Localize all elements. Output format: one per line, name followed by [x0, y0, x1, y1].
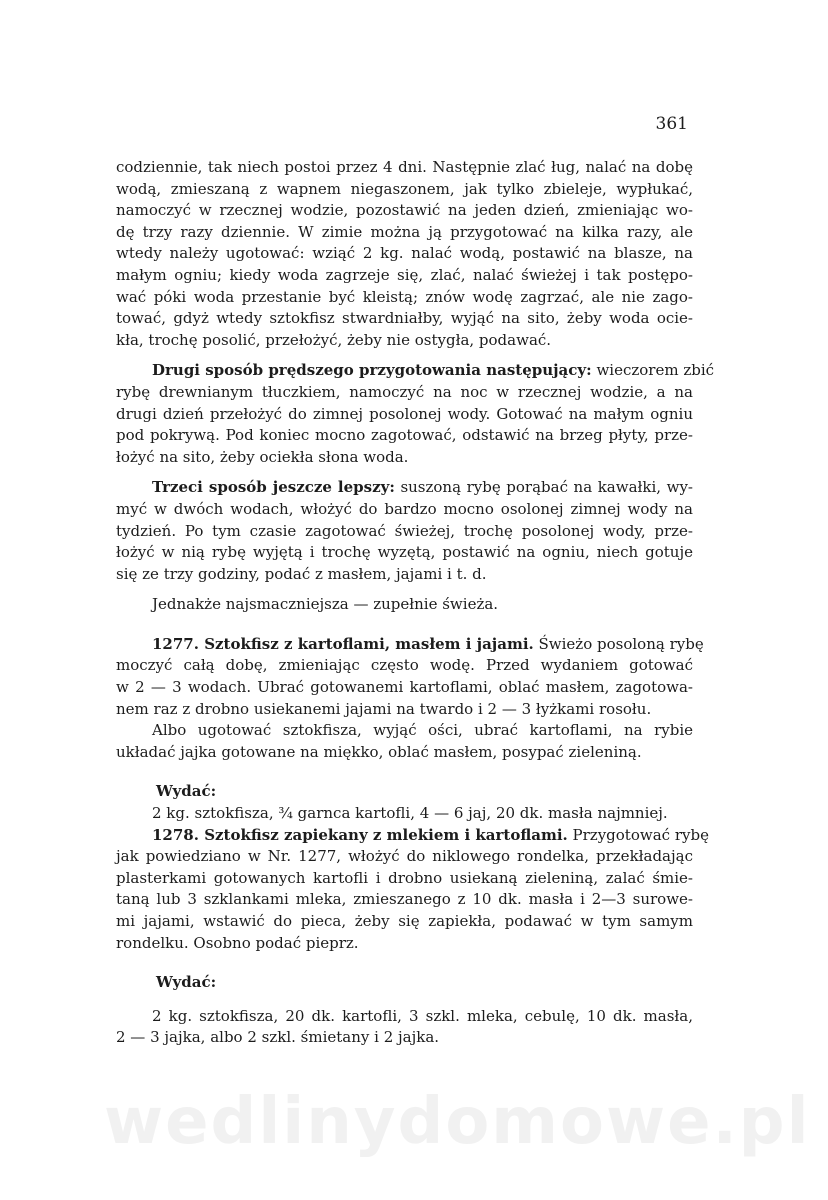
serve-text: 2 kg. sztokfisza, 20 dk. kartofli, 3 szkl. mleka, cebulę, 10 dk. masła, [152, 1006, 693, 1025]
text-line: tydzień. Po tym czasie zagotować świeżej, trochę posolonej wody, prze- [116, 521, 693, 540]
text-line: myć w dwóch wodach, włożyć do bardzo mocno osolonej zimnej wody na [116, 499, 693, 518]
page-body [116, 157, 715, 1049]
text-line: kła, trochę posolić, przełożyć, żeby nie ostygła, podawać. [116, 330, 552, 349]
text-line: taną lub 3 szklankami mleka, zmieszanego z 10 dk. masła i 2—3 surowe- [116, 890, 693, 909]
text-line: mi jajami, wstawić do pieca, żeby się zapiekła, podawać w tym samym [116, 912, 693, 930]
paragraph-2 [116, 360, 715, 468]
text-line: układać jajka gotowane na miękko, oblać masłem, posypać zieleniną. [116, 742, 642, 761]
text-line: wtedy należy ugotować: wziąć 2 kg. nalać wodą, postawić na blasze, na [116, 244, 693, 263]
text-line [116, 477, 693, 499]
method-heading: Drugi sposób prędszego przygotowania następujący: [152, 361, 592, 380]
recipe-1277 [116, 634, 704, 825]
text-line: małym ogniu; kiedy woda zagrzeje się, zlać, nalać świeżej i tak postępo- [116, 265, 693, 284]
text-run: wieczorem zbić [591, 361, 715, 380]
text-line: Albo ugotować sztokfisza, wyjąć ości, ubrać kartoflami, na rybie [152, 721, 693, 740]
paragraph-4: Jednakże najsmaczniejsza — zupełnie świeża. [152, 595, 499, 614]
text-line: się ze trzy godziny, podać z masłem, jajami i t. d. [116, 564, 487, 583]
text-line [116, 825, 709, 847]
recipe-1278 [116, 825, 709, 1049]
text-line: wodą, zmieszaną z wapnem niegaszonem, jak tylko zbieleje, wypłukać, [116, 179, 693, 198]
text-run: Świeżo posoloną rybę [533, 634, 704, 653]
text-line: dę trzy razy dziennie. W zimie można ją przygotować na kilka razy, ale [116, 222, 693, 241]
text-line: rybę drewnianym tłuczkiem, namoczyć na noc w rzecznej wodzie, a na [116, 382, 693, 401]
text-line: rondelku. Osobno podać pieprz. [116, 933, 359, 952]
text-line: drugi dzień przełożyć do zimnej posolonej wody. Gotować na małym ogniu [116, 404, 693, 423]
text-run: suszoną rybę porąbać na kawałki, wy- [394, 478, 693, 497]
recipe-heading: 1278. Sztokfisz zapiekany z mlekiem i kartoflami. [152, 825, 568, 844]
text-line: wać póki woda przestanie być kleistą; znów wodę zagrzać, ale nie zago- [116, 287, 693, 306]
text-line [116, 360, 715, 382]
serve-label: Wydać: [156, 973, 217, 992]
watermark: wedlinydomowe.pl [104, 1085, 811, 1159]
serve-label: Wydać: [156, 782, 217, 801]
text-line [116, 634, 704, 656]
serve-text: 2 kg. sztokfisza, ¾ garnca kartofli, 4 — 6 jaj, 20 dk. masła najmniej. [152, 804, 668, 823]
text-line: plasterkami gotowanych kartofli i drobno usiekaną zieleniną, zalać śmie- [116, 868, 693, 887]
page-number: 361 [655, 114, 688, 134]
text-line: łożyć w nią rybę wyjętą i trochę wyzętą, postawić na ogniu, niech gotuje [116, 543, 693, 562]
text-line: codziennie, tak niech postoi przez 4 dni. Następnie zlać ług, nalać na dobę [116, 158, 693, 176]
method-heading: Trzeci sposób jeszcze lepszy: [152, 478, 395, 497]
text-line: łożyć na sito, żeby ociekła słona woda. [116, 447, 409, 466]
text-line: tować, gdyż wtedy sztokfisz stwardniałby, wyjąć na sito, żeby woda ocie- [116, 309, 693, 328]
text-run: Przygotować rybę [567, 825, 709, 844]
text-line: nem raz z drobno usiekanemi jajami na twardo i 2 — 3 łyżkami rosołu. [116, 699, 652, 718]
text-line: jak powiedziano w Nr. 1277, włożyć do niklowego rondelka, przekładając [116, 847, 693, 866]
text-line: pod pokrywą. Pod koniec mocno zagotować, odstawić na brzeg płyty, prze- [116, 426, 693, 445]
text-line: namoczyć w rzecznej wodzie, pozostawić na jeden dzień, zmieniając wo- [116, 201, 693, 220]
recipe-heading: 1277. Sztokfisz z kartoflami, masłem i jajami. [152, 634, 534, 653]
text-line: moczyć całą dobę, zmieniając często wodę. Przed wydaniem gotować [116, 656, 693, 675]
paragraph-1 [116, 157, 693, 351]
paragraph-3 [116, 477, 693, 585]
text-line: w 2 — 3 wodach. Ubrać gotowanemi kartoflami, oblać masłem, zagotowa- [116, 678, 693, 697]
serve-text: 2 — 3 jajka, albo 2 szkl. śmietany i 2 jajka. [116, 1028, 440, 1047]
